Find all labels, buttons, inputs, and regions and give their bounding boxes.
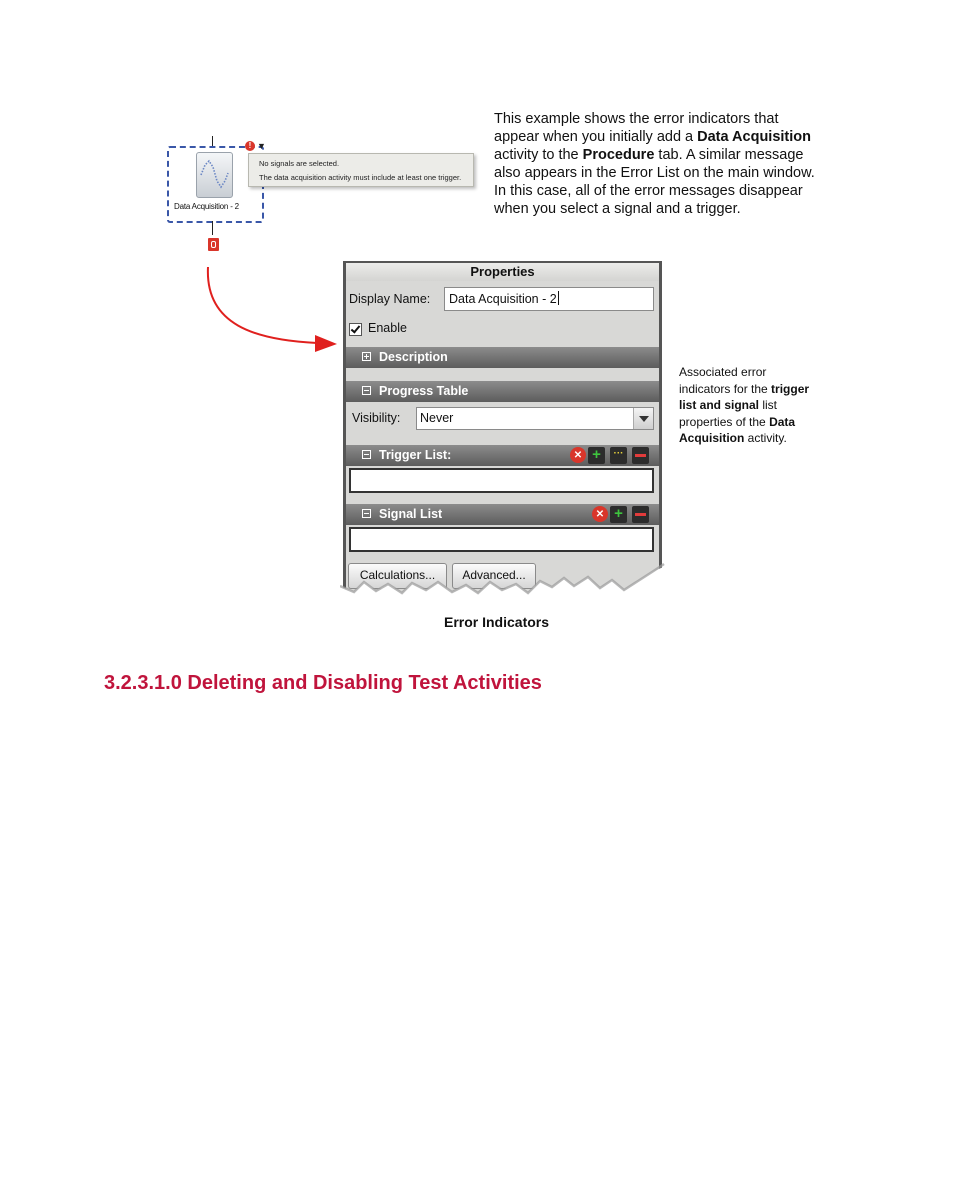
properties-panel [343, 261, 662, 593]
section-heading: 3.2.3.1.0 Deleting and Disabling Test Activities [104, 672, 542, 694]
visibility-select[interactable]: Never [416, 407, 654, 430]
side-note-text: Associated error indicators for the trigger list and signal list properties of the Data Acquisition activity. [679, 365, 810, 445]
display-name-label: Display Name: [349, 292, 431, 306]
activity-label: Data Acquisition - 2 [174, 202, 239, 211]
section-progress-table[interactable]: Progress Table [346, 381, 659, 402]
figure-caption: Error Indicators [443, 614, 550, 630]
visibility-label: Visibility: [352, 411, 401, 425]
collapse-icon[interactable] [362, 386, 371, 395]
signal-list-box[interactable] [349, 527, 654, 552]
chevron-down-icon[interactable] [633, 408, 653, 429]
calculations-button[interactable]: Calculations... [348, 563, 447, 589]
connector-bottom [212, 221, 213, 235]
remove-signal-icon[interactable] [632, 506, 649, 523]
data-acquisition-activity-icon[interactable] [196, 152, 233, 198]
enable-label: Enable [368, 321, 407, 335]
torn-edge [340, 560, 670, 610]
error-icon[interactable]: ✕ [592, 506, 608, 522]
remove-trigger-icon[interactable] [632, 447, 649, 464]
collapse-icon[interactable] [362, 509, 371, 518]
connector-top [212, 136, 213, 146]
section-trigger-list[interactable]: Trigger List: ✕ + ··· [346, 445, 659, 466]
dropdown-arrow-icon[interactable]: ▼ [257, 141, 266, 151]
panel-title: Properties [346, 263, 659, 281]
display-name-input[interactable]: Data Acquisition - 2 [444, 287, 654, 311]
collapse-icon[interactable] [362, 450, 371, 459]
add-trigger-icon[interactable]: + [588, 447, 605, 464]
callout-arrow [195, 255, 355, 355]
tooltip-line: No signals are selected. [259, 159, 340, 168]
error-badge-icon[interactable]: ! [245, 141, 255, 151]
add-signal-icon[interactable]: + [610, 506, 627, 523]
section-signal-list[interactable]: Signal List ✕ + [346, 504, 659, 525]
section-description[interactable]: Description [346, 347, 659, 368]
trigger-list-box[interactable] [349, 468, 654, 493]
description-text: This example shows the error indicators that appear when you initially add a Data Acquisition activity to the Procedure tab. A similar message also appears in the Error List on the main window. In this case, all of the error messages disappear when you select a signal and a trigger. [494, 111, 815, 217]
error-tooltip [248, 153, 474, 187]
error-icon[interactable]: ✕ [570, 447, 586, 463]
advanced-button[interactable]: Advanced... [452, 563, 536, 589]
edit-trigger-icon[interactable]: ··· [610, 447, 627, 464]
error-indicator-icon[interactable] [208, 238, 219, 251]
tooltip-line: The data acquisition activity must include at least one trigger. [259, 173, 462, 182]
expand-icon[interactable] [362, 352, 371, 361]
enable-checkbox[interactable] [349, 323, 362, 336]
